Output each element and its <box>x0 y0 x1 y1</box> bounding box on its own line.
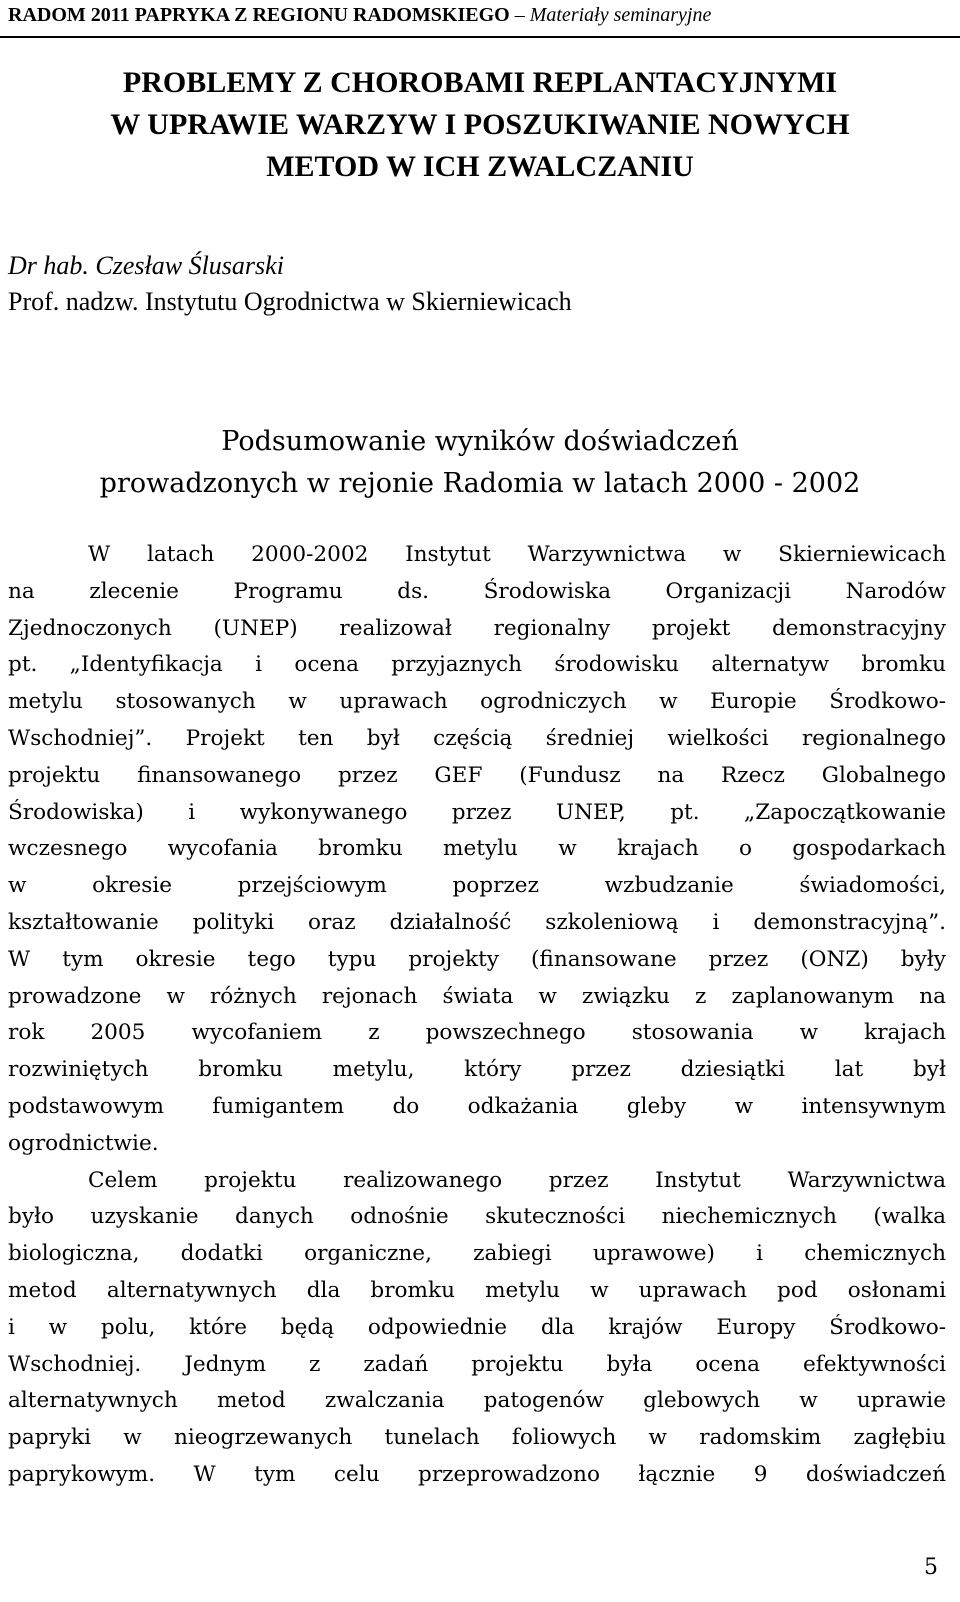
paragraph-line: alternatywnych metod zwalczania patogenów glebowych w uprawie <box>8 1388 946 1414</box>
paragraph-line: metod alternatywnych dla bromku metylu w uprawach pod osłonami <box>8 1277 946 1303</box>
author-name: Dr hab. Czesław Ślusarski <box>8 251 284 280</box>
paragraph-line: Środowiska) i wykonywanego przez UNEP, pt. „Zapoczątkowanie <box>8 799 946 825</box>
paragraph-line: wczesnego wycofania bromku metylu w krajach o gospodarkach <box>8 836 946 862</box>
paragraph-line: biologiczna, dodatki organiczne, zabiegi uprawowe) i chemicznych <box>8 1241 946 1267</box>
section-title-line: prowadzonych w rejonie Radomia w latach 2000 - 2002 <box>99 468 861 499</box>
paragraph-line: projektu finansowanego przez GEF (Fundusz na Rzecz Globalnego <box>8 762 946 788</box>
header-main-title: RADOM 2011 PAPRYKA Z REGIONU RADOMSKIEGO <box>8 4 510 26</box>
article-title-line: METOD W ICH ZWALCZANIU <box>266 150 694 183</box>
paragraph-line: pt. „Identyfikacja i ocena przyjaznych środowisku alternatyw bromku <box>8 652 946 678</box>
paragraph-line: było uzyskanie danych odnośnie skuteczności niechemicznych (walka <box>8 1204 946 1230</box>
paragraph-line: rozwiniętych bromku metylu, który przez dziesiątki lat był <box>8 1057 946 1083</box>
paragraph-line: podstawowym fumigantem do odkażania gleby w intensywnym <box>8 1093 946 1119</box>
running-header-text <box>8 4 711 27</box>
header-rule <box>0 36 960 38</box>
paragraph-line: W latach 2000-2002 Instytut Warzywnictwa w Skierniewicach <box>88 542 946 567</box>
article-title-line: PROBLEMY Z CHOROBAMI REPLANTACYJNYMI <box>122 66 838 99</box>
paragraph-line: W tym okresie tego typu projekty (finansowane przez (ONZ) były <box>8 946 946 972</box>
section-title-line: Podsumowanie wyników doświadczeń <box>221 426 739 457</box>
article-title-line: W UPRAWIE WARZYW I POSZUKIWANIE NOWYCH <box>110 108 850 141</box>
body-text <box>8 537 946 1494</box>
paragraph-line: ogrodnictwie. <box>8 1130 159 1156</box>
paragraph-line: w okresie przejściowym poprzez wzbudzanie świadomości, <box>8 873 946 899</box>
author-affiliation: Prof. nadzw. Instytutu Ogrodnictwa w Skierniewicach <box>8 287 572 316</box>
header-subtitle: – Materiały seminaryjne <box>514 4 712 26</box>
paragraph-line: prowadzone w różnych rejonach świata w związku z zaplanowanym na <box>8 983 946 1009</box>
paragraph-line: Wschodniej. Jednym z zadań projektu była ocena efektywności <box>8 1351 946 1377</box>
paragraph-line: metylu stosowanych w uprawach ogrodniczych w Europie Środkowo- <box>8 689 946 715</box>
paragraph-line: Wschodniej”. Projekt ten był częścią średniej wielkości regionalnego <box>8 725 946 751</box>
paragraph-line: kształtowanie polityki oraz działalność szkoleniową i demonstracyjną”. <box>8 909 946 935</box>
running-header <box>0 0 960 40</box>
paragraph-line: i w polu, które będą odpowiednie dla krajów Europy Środkowo- <box>8 1314 946 1340</box>
paragraph-line: rok 2005 wycofaniem z powszechnego stosowania w krajach <box>8 1020 946 1046</box>
section-title <box>0 421 960 505</box>
paragraph-line: na zlecenie Programu ds. Środowiska Organizacji Narodów <box>8 578 946 604</box>
author-block <box>8 248 572 320</box>
paragraph-line: Zjednoczonych (UNEP) realizował regionalny projekt demonstracyjny <box>8 615 946 641</box>
paragraph-line: paprykowym. W tym celu przeprowadzono łącznie 9 doświadczeń <box>8 1461 946 1487</box>
article-title <box>0 62 960 188</box>
paragraph-line: Celem projektu realizowanego przez Instytut Warzywnictwa <box>88 1167 946 1193</box>
paragraph-line: papryki w nieogrzewanych tunelach foliowych w radomskim zagłębiu <box>8 1425 946 1451</box>
page-number: 5 <box>924 1555 938 1580</box>
